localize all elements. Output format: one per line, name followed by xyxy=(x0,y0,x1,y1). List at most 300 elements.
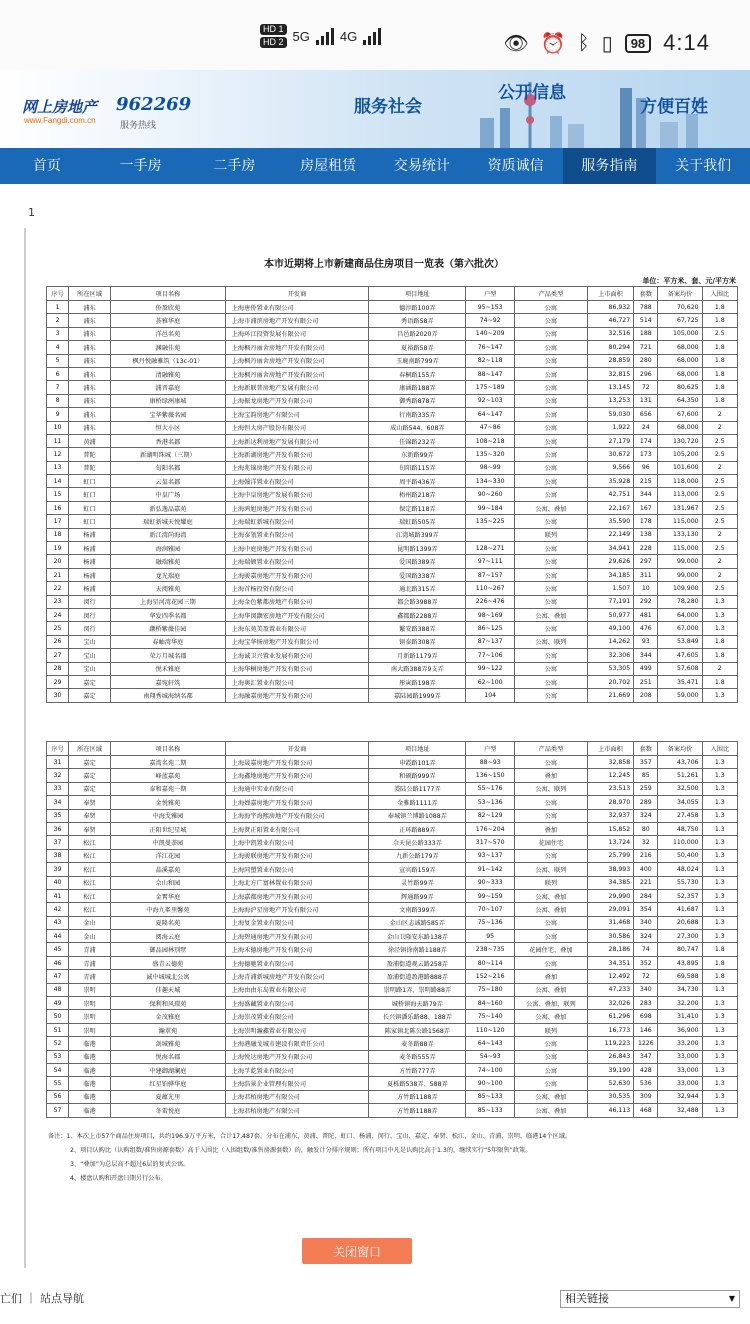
table-cell: 1.3 xyxy=(702,1077,737,1090)
table-cell: 23 xyxy=(47,595,69,608)
table-cell: 86~125 xyxy=(466,622,515,635)
table-cell: 春岫湾华庭 xyxy=(111,635,226,648)
table-cell: 1.3 xyxy=(702,822,737,835)
table-cell: 旬阳名都 xyxy=(111,461,226,474)
table-cell: 虹口 xyxy=(69,475,111,488)
table-cell: 公寓、叠加、联列 xyxy=(514,997,587,1010)
table-cell: 152~216 xyxy=(466,970,515,983)
table-cell: 4 xyxy=(47,341,69,354)
table-cell: 140~209 xyxy=(466,327,515,340)
nav-credentials[interactable]: 资质诚信 xyxy=(487,158,544,174)
column-header: 套数 xyxy=(634,742,658,756)
table-cell: 41 xyxy=(47,889,69,902)
table-cell: 崇明 xyxy=(69,1023,111,1036)
table-cell: 侨盈欣苑 xyxy=(111,301,226,314)
table-cell: 50,977 xyxy=(587,608,633,621)
table-cell: 公寓 xyxy=(514,448,587,461)
table-cell: 夏栎路538弄、588弄 xyxy=(369,1077,466,1090)
table-cell: 上海德驰置业有限公司 xyxy=(225,956,368,969)
table-cell: 崇明路1弄、崇明路88弄 xyxy=(369,983,466,996)
table-cell: 84~160 xyxy=(466,997,515,1010)
table-cell: 新湖明珠城（三期） xyxy=(111,448,226,461)
table-cell: 1,507 xyxy=(587,582,633,595)
table-cell: 138 xyxy=(634,528,658,541)
table-cell: 奉贤 xyxy=(69,796,111,809)
table-cell: 55 xyxy=(47,1077,69,1090)
table-cell: 上海新湖房地产开发有限公司 xyxy=(225,448,368,461)
table-cell: 公寓 xyxy=(514,515,587,528)
table-cell: 35,928 xyxy=(587,475,633,488)
table-cell: 上海碧通房地产开发有限公司 xyxy=(225,930,368,943)
table-cell: 麦冬路88弄 xyxy=(369,1037,466,1050)
table-cell: 上海华桐房地产开发有限公司 xyxy=(225,662,368,675)
table-cell: 251 xyxy=(634,675,658,688)
table-cell: 292 xyxy=(634,595,658,608)
table-cell: 344 xyxy=(634,488,658,501)
table-cell: 1.8 xyxy=(702,394,737,407)
table-cell: 长兴镇潘乐路88、188弄 xyxy=(369,1010,466,1023)
nav-statistics[interactable]: 交易统计 xyxy=(393,158,450,174)
table-row xyxy=(47,595,738,608)
table-cell: 上海盛藏置业有限公司 xyxy=(225,997,368,1010)
table-cell: 枫丹悦融雅筑（13c-01） xyxy=(111,354,226,367)
table-cell: 嘉宛轩筑 xyxy=(111,675,226,688)
table-cell: 280 xyxy=(634,354,658,367)
remark-3: 3、“叠加”为总层高不超过6层的复式公寓。 xyxy=(70,1161,190,1168)
table-cell: 24 xyxy=(47,608,69,621)
table-row xyxy=(47,1010,738,1023)
table-cell: 浦东 xyxy=(69,301,111,314)
table-cell: 289 xyxy=(634,796,658,809)
table-cell: 29,990 xyxy=(587,889,633,902)
table-cell: 1.3 xyxy=(702,782,737,795)
table-cell: 86,932 xyxy=(587,301,633,314)
table-cell: 2.5 xyxy=(702,542,737,555)
table-cell: 1.8 xyxy=(702,675,737,688)
table-cell: 208 xyxy=(634,689,658,702)
table-cell: 盛青云德苑 xyxy=(111,956,226,969)
table-cell: 133,130 xyxy=(658,528,702,541)
table-cell: 1.3 xyxy=(702,608,737,621)
table-cell: 12,245 xyxy=(587,769,633,782)
table-cell: 阅海云庭 xyxy=(111,930,226,943)
table-header-row xyxy=(47,287,738,301)
table-cell: 佘天昆公路333弄 xyxy=(369,836,466,849)
table-cell: 70~107 xyxy=(466,903,515,916)
slogan-service: 服务社会 xyxy=(354,97,422,117)
table-cell: 54~93 xyxy=(466,1050,515,1063)
table-cell: 通北路315弄 xyxy=(369,582,466,595)
table-cell: 32 xyxy=(634,836,658,849)
table-cell: 47 xyxy=(47,970,69,983)
table-cell: 53,849 xyxy=(658,635,702,648)
table-cell: 85~133 xyxy=(466,1104,515,1117)
table-cell: 29 xyxy=(47,675,69,688)
table-cell: 20,688 xyxy=(658,916,702,929)
table-cell: 42 xyxy=(47,903,69,916)
table-cell: 16,773 xyxy=(587,1023,633,1036)
table-cell: 1.8 xyxy=(702,367,737,380)
table-cell: 上海新达利房地产发展有限公司 xyxy=(225,434,368,447)
table-cell: 80,294 xyxy=(587,341,633,354)
table-cell: 74 xyxy=(634,943,658,956)
table-cell: 正环路889弄 xyxy=(369,822,466,835)
table-row xyxy=(47,876,738,889)
table-cell: 32,516 xyxy=(587,327,633,340)
table-cell: 53 xyxy=(47,1050,69,1063)
table-cell: 上海新联普房地产发展有限公司 xyxy=(225,381,368,394)
table-cell: 1.3 xyxy=(702,1037,737,1050)
table-cell: 松江 xyxy=(69,863,111,876)
table-cell: 公寓 xyxy=(514,434,587,447)
table-cell: 68,000 xyxy=(658,421,702,434)
table-cell: 颛桥紫薇佳园 xyxy=(111,622,226,635)
table-cell: 崇明 xyxy=(69,983,111,996)
table-cell: 20 xyxy=(47,555,69,568)
table-cell: 御秀路878弄 xyxy=(369,394,466,407)
table-cell: 繁安路388弄 xyxy=(369,622,466,635)
table-cell: 9,566 xyxy=(587,461,633,474)
table-cell: 崇明 xyxy=(69,1010,111,1023)
table-cell: 721 xyxy=(634,341,658,354)
table-cell: 118,000 xyxy=(658,475,702,488)
table-cell: 481 xyxy=(634,608,658,621)
table-row xyxy=(47,796,738,809)
table-cell: 216 xyxy=(634,849,658,862)
table-cell: 悦海名郡 xyxy=(111,1050,226,1063)
table-cell: 32,488 xyxy=(658,1104,702,1117)
table-cell: 德淳路100弄 xyxy=(369,301,466,314)
table-cell: 119,223 xyxy=(587,1037,633,1050)
table-cell: 夏蕴光里 xyxy=(111,1090,226,1103)
table-cell: 嘉定 xyxy=(69,782,111,795)
table-cell: 1.8 xyxy=(702,341,737,354)
table-cell: 奉贤 xyxy=(69,822,111,835)
column-header: 开发商 xyxy=(225,287,368,301)
table-cell: 花园住宅、叠加 xyxy=(514,943,587,956)
table-cell: 保利和风璟苑 xyxy=(111,997,226,1010)
table-cell: 357 xyxy=(634,756,658,769)
table-cell: 75~136 xyxy=(466,916,515,929)
table-row xyxy=(47,1037,738,1050)
table-cell: 上海枫丹丽舍房地产开发有限公司 xyxy=(225,367,368,380)
table-cell: 公寓 xyxy=(514,542,587,555)
table-cell: 闵行 xyxy=(69,608,111,621)
network-5g-label: 5G xyxy=(292,28,310,44)
table-cell: 嘉定 xyxy=(69,769,111,782)
table-row xyxy=(47,997,738,1010)
table-cell: 都会路3988弄 xyxy=(369,595,466,608)
table-cell: 2 xyxy=(702,662,737,675)
table-cell: 青浦 xyxy=(69,956,111,969)
table-cell: 南翔秀城海纳名都 xyxy=(111,689,226,702)
table-cell: 中凯曼荼园 xyxy=(111,836,226,849)
table-cell: 128~271 xyxy=(466,542,515,555)
table-cell: 36 xyxy=(47,822,69,835)
table-cell: 松江 xyxy=(69,903,111,916)
table-cell: 96 xyxy=(634,461,658,474)
table-cell: 叠加 xyxy=(514,769,587,782)
table-cell: 金山卫隆安东路138弄 xyxy=(369,930,466,943)
table-cell: 113,000 xyxy=(658,488,702,501)
table-cell: 115,000 xyxy=(658,542,702,555)
table-cell: 御品园林别墅 xyxy=(111,943,226,956)
hd-badges xyxy=(260,24,287,48)
nav-service-guide[interactable]: 服务指南 xyxy=(563,148,657,184)
table-cell: 公寓 xyxy=(514,622,587,635)
table-cell: 15 xyxy=(47,488,69,501)
table-cell: 7 xyxy=(47,381,69,394)
nav-home[interactable]: 首页 xyxy=(32,158,61,174)
table-cell: 公寓、叠加 xyxy=(514,983,587,996)
table-cell: 136~150 xyxy=(466,769,515,782)
table-cell: 175~189 xyxy=(466,381,515,394)
table-cell: 55,730 xyxy=(658,876,702,889)
table-cell: 保定路118弄 xyxy=(369,501,466,514)
table-cell: 崇明 xyxy=(69,997,111,1010)
table-cell: 嘉定 xyxy=(69,675,111,688)
network-4g-label: 4G xyxy=(339,28,358,44)
related-links-select[interactable] xyxy=(560,1290,740,1308)
table-cell: 61,296 xyxy=(587,1010,633,1023)
table-cell: 1.3 xyxy=(702,1090,737,1103)
table-cell: 上海振龙房地产开发有限公司 xyxy=(225,394,368,407)
table-cell: 公寓、叠加 xyxy=(514,903,587,916)
table-cell: 238~735 xyxy=(466,943,515,956)
page-number: 1 xyxy=(28,206,35,219)
table-row xyxy=(47,327,738,340)
table-cell: 99,000 xyxy=(658,555,702,568)
table-cell: 95~153 xyxy=(466,301,515,314)
table-cell: 23,513 xyxy=(587,782,633,795)
table-cell: 43,895 xyxy=(658,956,702,969)
signal-bars-icon-2 xyxy=(363,27,381,45)
table-cell: 22 xyxy=(47,582,69,595)
table-cell: 上海中皇房地产发展有限公司 xyxy=(225,488,368,501)
table-cell: 中海九峯里馨苑 xyxy=(111,903,226,916)
table-cell: 46,727 xyxy=(587,314,633,327)
table-cell: 上海奥汇置业有限公司 xyxy=(225,675,368,688)
table-cell: 瀚翠苑 xyxy=(111,1023,226,1036)
table-cell: 渊融佳苑 xyxy=(111,341,226,354)
table-cell: 35 xyxy=(47,809,69,822)
table-cell: 174 xyxy=(634,434,658,447)
table-cell: 1.3 xyxy=(702,876,737,889)
table-cell: 公寓 xyxy=(514,930,587,943)
table-cell: 56 xyxy=(47,1090,69,1103)
table-cell: 21 xyxy=(47,568,69,581)
column-header: 户型 xyxy=(466,742,515,756)
table-cell: 49 xyxy=(47,997,69,1010)
column-header: 产品类型 xyxy=(514,742,587,756)
table-cell: 48 xyxy=(47,983,69,996)
table-cell: 35,590 xyxy=(587,515,633,528)
footer-links[interactable]: 亡们 ｜ 站点导航 xyxy=(0,1292,84,1305)
vibrate-icon: ▯ xyxy=(601,32,613,55)
table-cell: 普陀 xyxy=(69,448,111,461)
table-cell: 周平路436弄 xyxy=(369,475,466,488)
table-cell: 64~147 xyxy=(466,408,515,421)
table-cell: 32,200 xyxy=(658,997,702,1010)
table-row xyxy=(47,381,738,394)
main-nav xyxy=(0,148,750,184)
table-row xyxy=(47,542,738,555)
table-cell: 468 xyxy=(634,1104,658,1117)
unit-note: 单位：平方米、套、元/平方米 xyxy=(642,277,736,285)
table-cell: 34,351 xyxy=(587,956,633,969)
table-cell: 公寓 xyxy=(514,849,587,862)
table-cell: 221 xyxy=(634,876,658,889)
table-cell: 九新公路179弄 xyxy=(369,849,466,862)
table-cell: 47~86 xyxy=(466,421,515,434)
close-window-button[interactable]: 关闭窗口 xyxy=(302,1238,412,1264)
column-header: 套数 xyxy=(634,287,658,301)
table-cell: 344 xyxy=(634,649,658,662)
table-cell: 1.3 xyxy=(702,595,737,608)
column-header: 备案均价 xyxy=(658,742,702,756)
table-cell: 方竹路777弄 xyxy=(369,1063,466,1076)
column-header: 项目地址 xyxy=(369,287,466,301)
table-cell: 1.8 xyxy=(702,956,737,969)
table-cell: 上海骏嘉房地产开发有限公司 xyxy=(225,568,368,581)
table-cell: 梧州路218弄 xyxy=(369,488,466,501)
table-cell: 39,190 xyxy=(587,1063,633,1076)
table-cell: 226~476 xyxy=(466,595,515,608)
signal-area xyxy=(260,24,381,48)
table-cell: 68,000 xyxy=(658,341,702,354)
table-cell: 90~333 xyxy=(466,876,515,889)
nav-rental[interactable]: 房屋租赁 xyxy=(300,158,357,174)
table-cell: 27,458 xyxy=(658,809,702,822)
table-cell: 45 xyxy=(47,943,69,956)
table-cell: 340 xyxy=(634,916,658,929)
table-cell: 146 xyxy=(634,1023,658,1036)
table-cell: 80,747 xyxy=(658,943,702,956)
table-cell: 上海唐侨置业有限公司 xyxy=(225,301,368,314)
table-cell: 佳趣天城 xyxy=(111,983,226,996)
table-cell: 浦东 xyxy=(69,381,111,394)
table-row xyxy=(47,1090,738,1103)
table-cell: 金山 xyxy=(69,916,111,929)
table-cell: 33,000 xyxy=(658,1077,702,1090)
table-cell: 新弘逸品嘉苑 xyxy=(111,501,226,514)
table-cell: 2.5 xyxy=(702,488,737,501)
table-cell: 上海通中实业有限公司 xyxy=(225,782,368,795)
table-cell: 金山区志诚路585弄 xyxy=(369,916,466,929)
table-row xyxy=(47,689,738,702)
table-cell: 135~225 xyxy=(466,515,515,528)
table-cell: 228 xyxy=(634,542,658,555)
nav-about-us[interactable]: 关于我们 xyxy=(675,158,732,174)
table-cell: 82~129 xyxy=(466,809,515,822)
table-cell: 杨浦 xyxy=(69,542,111,555)
table-cell: 38,993 xyxy=(587,863,633,876)
table-cell: 上海由由东岛置业有限公司 xyxy=(225,983,368,996)
table-cell: 1.3 xyxy=(702,849,737,862)
nav-new-homes[interactable]: 一手房 xyxy=(119,158,162,174)
table-cell: 文南路399弄 xyxy=(369,903,466,916)
table-cell: 259 xyxy=(634,782,658,795)
table-cell: 76~147 xyxy=(466,341,515,354)
table-row xyxy=(47,314,738,327)
table-cell: 85~133 xyxy=(466,1090,515,1103)
table-cell: 135~320 xyxy=(466,448,515,461)
table-cell: 2 xyxy=(702,568,737,581)
table-cell: 公寓 xyxy=(514,327,587,340)
table-cell: 34,941 xyxy=(587,542,633,555)
table-cell: 宝山 xyxy=(69,635,111,648)
table-cell: 和硕路999弄 xyxy=(369,769,466,782)
table-cell: 上海枫丹丽舍房地产开发有限公司 xyxy=(225,341,368,354)
document-sheet xyxy=(24,228,740,1268)
table-cell: 43 xyxy=(47,916,69,929)
table-cell: 428 xyxy=(634,1063,658,1076)
table-cell: 64~143 xyxy=(466,1037,515,1050)
table-cell: 普陀 xyxy=(69,461,111,474)
table-cell: 48,024 xyxy=(658,863,702,876)
table-cell: 22,149 xyxy=(587,528,633,541)
table-cell: 临港 xyxy=(69,1063,111,1076)
table-cell: 公寓 xyxy=(514,956,587,969)
table-cell: 香港名都 xyxy=(111,434,226,447)
table-cell: 1.3 xyxy=(702,997,737,1010)
table-cell: 上海金色紫都房地产有限公司 xyxy=(225,595,368,608)
table-row xyxy=(47,475,738,488)
table-cell: 13,724 xyxy=(587,836,633,849)
table-cell: 嘉定 xyxy=(69,689,111,702)
table-cell: 52,357 xyxy=(658,889,702,902)
table-cell: 上海骏联房地产开发有限公司 xyxy=(225,849,368,862)
table-row xyxy=(47,782,738,795)
table-row xyxy=(47,501,738,514)
table-cell: 行南路335弄 xyxy=(369,408,466,421)
table-cell: 浦东 xyxy=(69,367,111,380)
table-cell: 虹口 xyxy=(69,488,111,501)
table-row xyxy=(47,649,738,662)
table-cell: 13,253 xyxy=(587,394,633,407)
table-cell: 36,900 xyxy=(658,1023,702,1036)
table-row xyxy=(47,1063,738,1076)
table-cell: 上海宝华扬房地产开发有限公司 xyxy=(225,635,368,648)
table-cell: 80~114 xyxy=(466,956,515,969)
table-cell: 上海君栢房地产有限公司 xyxy=(225,1104,368,1117)
table-cell: 46,113 xyxy=(587,1104,633,1117)
table-cell: 52,630 xyxy=(587,1077,633,1090)
table-cell: 284 xyxy=(634,889,658,902)
table-cell: 上海枫丹丽舍房地产开发有限公司 xyxy=(225,354,368,367)
site-logo[interactable]: 网上房地产 xyxy=(22,98,98,116)
nav-resale-homes[interactable]: 二手房 xyxy=(213,158,256,174)
table-cell: 成山路544、608弄 xyxy=(369,421,466,434)
table-cell: 联列 xyxy=(514,876,587,889)
table-cell: 51 xyxy=(47,1023,69,1036)
table-cell: 公寓 xyxy=(514,1063,587,1076)
table-cell: 月新路1179弄 xyxy=(369,649,466,662)
table-cell: 10 xyxy=(47,421,69,434)
table-cell: 12 xyxy=(47,448,69,461)
table-cell: 62~100 xyxy=(466,675,515,688)
table-cell: 方竹路1188弄 xyxy=(369,1104,466,1117)
table-cell: 2 xyxy=(47,314,69,327)
table-cell: 178 xyxy=(634,515,658,528)
table-cell: 公寓 xyxy=(514,568,587,581)
table-cell: 天阅雅苑 xyxy=(111,582,226,595)
table-cell: 公寓、叠加 xyxy=(514,501,587,514)
alarm-icon: ⏰ xyxy=(540,32,566,55)
table-cell: 8 xyxy=(47,394,69,407)
column-header: 项目地址 xyxy=(369,742,466,756)
table-cell: 43,706 xyxy=(658,756,702,769)
